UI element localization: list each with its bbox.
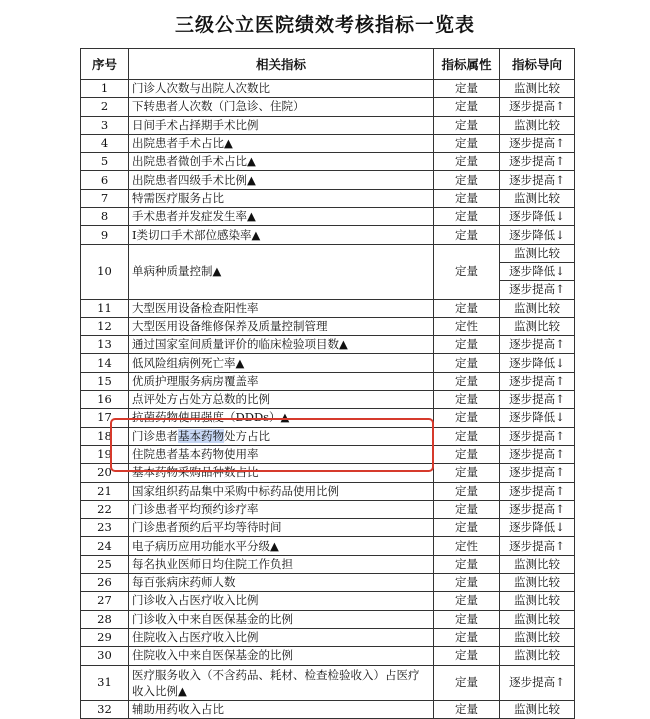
row-direction: 逐步提高↑ <box>500 445 575 463</box>
row-attribute: 定量 <box>434 500 500 518</box>
row-indicator: 辅助用药收入占比 <box>129 700 434 718</box>
row-index: 2 <box>81 98 129 116</box>
row-direction: 监测比较 <box>500 299 575 317</box>
header-indicator: 相关指标 <box>129 49 434 80</box>
table-row <box>81 519 575 537</box>
table-row <box>81 555 575 573</box>
row-indicator: 低风险组病例死亡率▲ <box>129 354 434 372</box>
row-direction: 逐步提高↑ <box>500 391 575 409</box>
row-direction: 监测比较 <box>500 574 575 592</box>
table-row <box>81 354 575 372</box>
table-row <box>81 153 575 171</box>
highlighted-text: 基本药物 <box>178 428 224 443</box>
table-row <box>81 464 575 482</box>
row-attribute: 定量 <box>434 336 500 354</box>
row-attribute: 定量 <box>434 116 500 134</box>
table-row <box>81 116 575 134</box>
row-index: 25 <box>81 555 129 573</box>
row-index: 9 <box>81 226 129 244</box>
row-direction: 逐步提高↑ <box>500 482 575 500</box>
row-indicator: 大型医用设备维修保养及质量控制管理 <box>129 317 434 335</box>
row-attribute: 定量 <box>434 189 500 207</box>
row-index: 16 <box>81 391 129 409</box>
table-row <box>81 336 575 354</box>
table-row <box>81 98 575 116</box>
row-direction: 逐步提高↑ <box>500 537 575 555</box>
table-row <box>81 427 575 445</box>
table-row <box>81 445 575 463</box>
row-attribute: 定量 <box>434 445 500 463</box>
row-direction: 逐步降低↓ <box>500 354 575 372</box>
table-row <box>81 208 575 226</box>
row-attribute: 定量 <box>434 647 500 665</box>
row-direction: 逐步提高↑ <box>500 372 575 390</box>
row-direction: 监测比较 <box>500 116 575 134</box>
direction-item: 监测比较 <box>500 245 574 263</box>
table-row <box>81 574 575 592</box>
row-index: 12 <box>81 317 129 335</box>
row-indicator: 日间手术占择期手术比例 <box>129 116 434 134</box>
row-attribute: 定量 <box>434 427 500 445</box>
table-row <box>81 134 575 152</box>
row-indicator: 电子病历应用功能水平分级▲ <box>129 537 434 555</box>
row-attribute: 定量 <box>434 464 500 482</box>
row-index: 30 <box>81 647 129 665</box>
row-indicator: 住院患者基本药物使用率 <box>129 445 434 463</box>
row-indicator: 通过国家室间质量评价的临床检验项目数▲ <box>129 336 434 354</box>
row-index: 7 <box>81 189 129 207</box>
table-row <box>81 592 575 610</box>
row-indicator: 点评处方占处方总数的比例 <box>129 391 434 409</box>
row-index: 13 <box>81 336 129 354</box>
row-direction: 监测比较 <box>500 189 575 207</box>
row-indicator: 基本药物采购品种数占比 <box>129 464 434 482</box>
table-row <box>81 226 575 244</box>
table-row <box>81 317 575 335</box>
table-row <box>81 628 575 646</box>
row-index: 20 <box>81 464 129 482</box>
table-row <box>81 500 575 518</box>
indicator-text: 处方占比 <box>224 428 270 443</box>
table-row <box>81 189 575 207</box>
row-attribute: 定量 <box>434 665 500 700</box>
row-attribute: 定量 <box>434 700 500 718</box>
page-title: 三级公立医院绩效考核指标一览表 <box>174 14 475 36</box>
row-attribute: 定量 <box>434 592 500 610</box>
row-attribute: 定性 <box>434 317 500 335</box>
row-direction: 逐步提高↑ <box>500 427 575 445</box>
row-direction: 逐步提高↑ <box>500 500 575 518</box>
row-index: 11 <box>81 299 129 317</box>
header-direction: 指标导向 <box>500 49 575 80</box>
row-indicator: 医疗服务收入（不含药品、耗材、检查检验收入）占医疗收入比例▲ <box>129 665 434 700</box>
row-indicator: 每百张病床药师人数 <box>129 574 434 592</box>
row-indicator: 出院患者手术占比▲ <box>129 134 434 152</box>
row-direction <box>500 244 575 299</box>
row-direction: 逐步提高↑ <box>500 336 575 354</box>
indicator-text: 门诊患者 <box>132 428 178 443</box>
row-direction: 监测比较 <box>500 647 575 665</box>
row-direction: 监测比较 <box>500 592 575 610</box>
row-index: 18 <box>81 427 129 445</box>
row-attribute: 定量 <box>434 391 500 409</box>
row-attribute: 定量 <box>434 409 500 427</box>
row-index: 17 <box>81 409 129 427</box>
table-row <box>81 665 575 700</box>
row-index: 10 <box>81 244 129 299</box>
row-indicator: 门诊患者预约后平均等待时间 <box>129 519 434 537</box>
header-attribute: 指标属性 <box>434 49 500 80</box>
row-direction: 逐步提高↑ <box>500 171 575 189</box>
row-index: 31 <box>81 665 129 700</box>
row-indicator: 优质护理服务病房覆盖率 <box>129 372 434 390</box>
row-indicator: 每名执业医师日均住院工作负担 <box>129 555 434 573</box>
row-attribute: 定量 <box>434 354 500 372</box>
row-direction: 监测比较 <box>500 700 575 718</box>
row-attribute: 定量 <box>434 574 500 592</box>
row-index: 24 <box>81 537 129 555</box>
row-attribute: 定量 <box>434 482 500 500</box>
row-index: 26 <box>81 574 129 592</box>
row-attribute: 定量 <box>434 555 500 573</box>
row-indicator: 抗菌药物使用强度（DDDs）▲ <box>129 409 434 427</box>
row-index: 14 <box>81 354 129 372</box>
direction-item: 逐步提高↑ <box>509 282 565 297</box>
row-index: 21 <box>81 482 129 500</box>
table-row <box>81 482 575 500</box>
row-index: 29 <box>81 628 129 646</box>
row-indicator: 特需医疗服务占比 <box>129 189 434 207</box>
row-attribute: 定量 <box>434 372 500 390</box>
table-row <box>81 299 575 317</box>
row-attribute: 定量 <box>434 610 500 628</box>
row-attribute: 定量 <box>434 134 500 152</box>
row-indicator: 手术患者并发症发生率▲ <box>129 208 434 226</box>
table-row <box>81 80 575 98</box>
table-row <box>81 700 575 718</box>
row-direction: 监测比较 <box>500 80 575 98</box>
row-index: 3 <box>81 116 129 134</box>
row-index: 32 <box>81 700 129 718</box>
row-index: 6 <box>81 171 129 189</box>
row-index: 4 <box>81 134 129 152</box>
row-index: 5 <box>81 153 129 171</box>
row-direction: 逐步提高↑ <box>500 464 575 482</box>
row-direction: 逐步提高↑ <box>500 665 575 700</box>
row-index: 8 <box>81 208 129 226</box>
row-direction: 监测比较 <box>500 555 575 573</box>
row-indicator: 门诊收入中来自医保基金的比例 <box>129 610 434 628</box>
row-direction: 逐步提高↑ <box>500 134 575 152</box>
row-attribute: 定量 <box>434 299 500 317</box>
row-attribute: 定量 <box>434 519 500 537</box>
row-direction: 逐步降低↓ <box>500 519 575 537</box>
header-index: 序号 <box>81 49 129 80</box>
row-indicator: 大型医用设备检查阳性率 <box>129 299 434 317</box>
row-attribute: 定量 <box>434 80 500 98</box>
row-attribute: 定量 <box>434 208 500 226</box>
row-index: 22 <box>81 500 129 518</box>
row-indicator: 国家组织药品集中采购中标药品使用比例 <box>129 482 434 500</box>
row-indicator: 住院收入占医疗收入比例 <box>129 628 434 646</box>
direction-item: 逐步降低↓ <box>500 263 574 281</box>
table-header-row <box>81 49 575 80</box>
row-index: 27 <box>81 592 129 610</box>
row-index: 19 <box>81 445 129 463</box>
row-attribute: 定量 <box>434 171 500 189</box>
row-attribute: 定性 <box>434 537 500 555</box>
row-direction: 逐步降低↓ <box>500 226 575 244</box>
row-attribute: 定量 <box>434 98 500 116</box>
table-row <box>81 372 575 390</box>
row-indicator: 下转患者人次数（门急诊、住院） <box>129 98 434 116</box>
row-indicator: 住院收入中来自医保基金的比例 <box>129 647 434 665</box>
table-row <box>81 647 575 665</box>
row-direction: 监测比较 <box>500 317 575 335</box>
indicator-table <box>80 48 575 719</box>
row-attribute: 定量 <box>434 226 500 244</box>
row-attribute: 定量 <box>434 153 500 171</box>
table-row <box>81 391 575 409</box>
row-indicator <box>129 427 434 445</box>
row-attribute: 定量 <box>434 628 500 646</box>
row-index: 23 <box>81 519 129 537</box>
row-indicator: I类切口手术部位感染率▲ <box>129 226 434 244</box>
row-direction: 逐步提高↑ <box>500 98 575 116</box>
row-direction: 逐步降低↓ <box>500 208 575 226</box>
row-direction: 逐步降低↓ <box>500 409 575 427</box>
row-indicator: 单病种质量控制▲ <box>129 244 434 299</box>
table-row <box>81 244 575 299</box>
row-direction: 监测比较 <box>500 610 575 628</box>
row-direction: 逐步提高↑ <box>500 153 575 171</box>
row-indicator: 门诊人次数与出院人次数比 <box>129 80 434 98</box>
row-indicator: 出院患者微创手术占比▲ <box>129 153 434 171</box>
row-index: 28 <box>81 610 129 628</box>
row-index: 15 <box>81 372 129 390</box>
table-row <box>81 537 575 555</box>
row-direction: 监测比较 <box>500 628 575 646</box>
table-row <box>81 610 575 628</box>
table-row <box>81 409 575 427</box>
row-indicator: 门诊收入占医疗收入比例 <box>129 592 434 610</box>
row-indicator: 门诊患者平均预约诊疗率 <box>129 500 434 518</box>
row-attribute: 定量 <box>434 244 500 299</box>
row-index: 1 <box>81 80 129 98</box>
row-indicator: 出院患者四级手术比例▲ <box>129 171 434 189</box>
table-row <box>81 171 575 189</box>
